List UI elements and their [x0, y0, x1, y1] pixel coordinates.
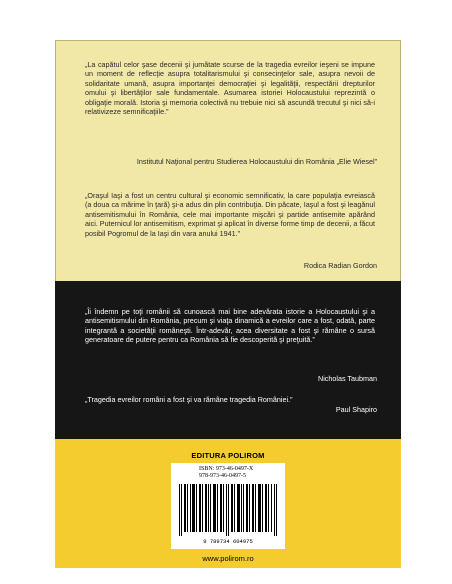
quote-gordon: „Oraşul Iaşi a fost un centru cultural şi economic semnificativ, la care populaţia evreiască (a doua ca mărime în ţară) şi-a adus din plin contribuţia. Din păcate, Iaşul a fost şi leagănul antisemitismului în România, cele mai importante mişcări şi partide antisemite apărând aici. Puternicul lor antisemitism, exprimat şi aplicat în diverse forme timp de decenii, a făcut posibil Pogromul de la Iaşi din vara anului 1941.”	[85, 191, 375, 238]
quote-taubman: „Îi îndemn pe toţi românii să cunoască mai bine adevărata istorie a Holocaustului şi a antisemitismului din România, precum şi viaţa dinamică a evreilor care a fost, odată, parte integrantă a societăţii româneşti. Într-adevăr, acea diversitate a fost şi rămâne o sursă generatoare de putere pentru ca România să fie descoperită şi preţuită.”	[85, 307, 375, 345]
attribution-taubman: Nicholas Taubman	[318, 374, 377, 383]
isbn-10: ISBN: 973-46-0497-X	[199, 466, 254, 472]
barcode-number: 9 789734 604975	[203, 538, 253, 545]
attribution-institute: Institutul Naţional pentru Studierea Holocaustului din România „Elie Wiesel”	[136, 157, 377, 166]
isbn-13: 978-973-46-0497-5	[199, 473, 246, 479]
publisher-name: EDITURA POLIROM	[191, 451, 265, 460]
publisher-website[interactable]: www.polirom.ro	[202, 554, 254, 563]
attribution-shapiro: Paul Shapiro	[335, 405, 377, 414]
barcode-panel	[171, 463, 285, 549]
quote-shapiro: „Tragedia evreilor români a fost şi va rămâne tragedia României.”	[85, 395, 293, 404]
book-back-cover	[55, 40, 401, 568]
quote-institute: „La capătul celor şase decenii şi jumătate scurse de la tragedia evreilor ieşeni se impune un moment de reflecţie asupra totalitarismului şi consecinţelor sale, asupra nevoii de solidaritate umană, asupra importanţei democraţiei şi legalităţii, respectării drepturilor omului şi libertăţilor sale fundamentale. Asumarea istoriei Holocaustului reprezintă o obligaţie morală. Istoria şi memoria colectivă nu trebuie nici să ascundă trecutul şi nici să-i relativizeze semnificaţiile.”	[85, 60, 375, 117]
attribution-gordon: Rodica Radian Gordon	[303, 261, 377, 270]
barcode-icon	[179, 484, 277, 536]
black-band	[55, 281, 401, 439]
